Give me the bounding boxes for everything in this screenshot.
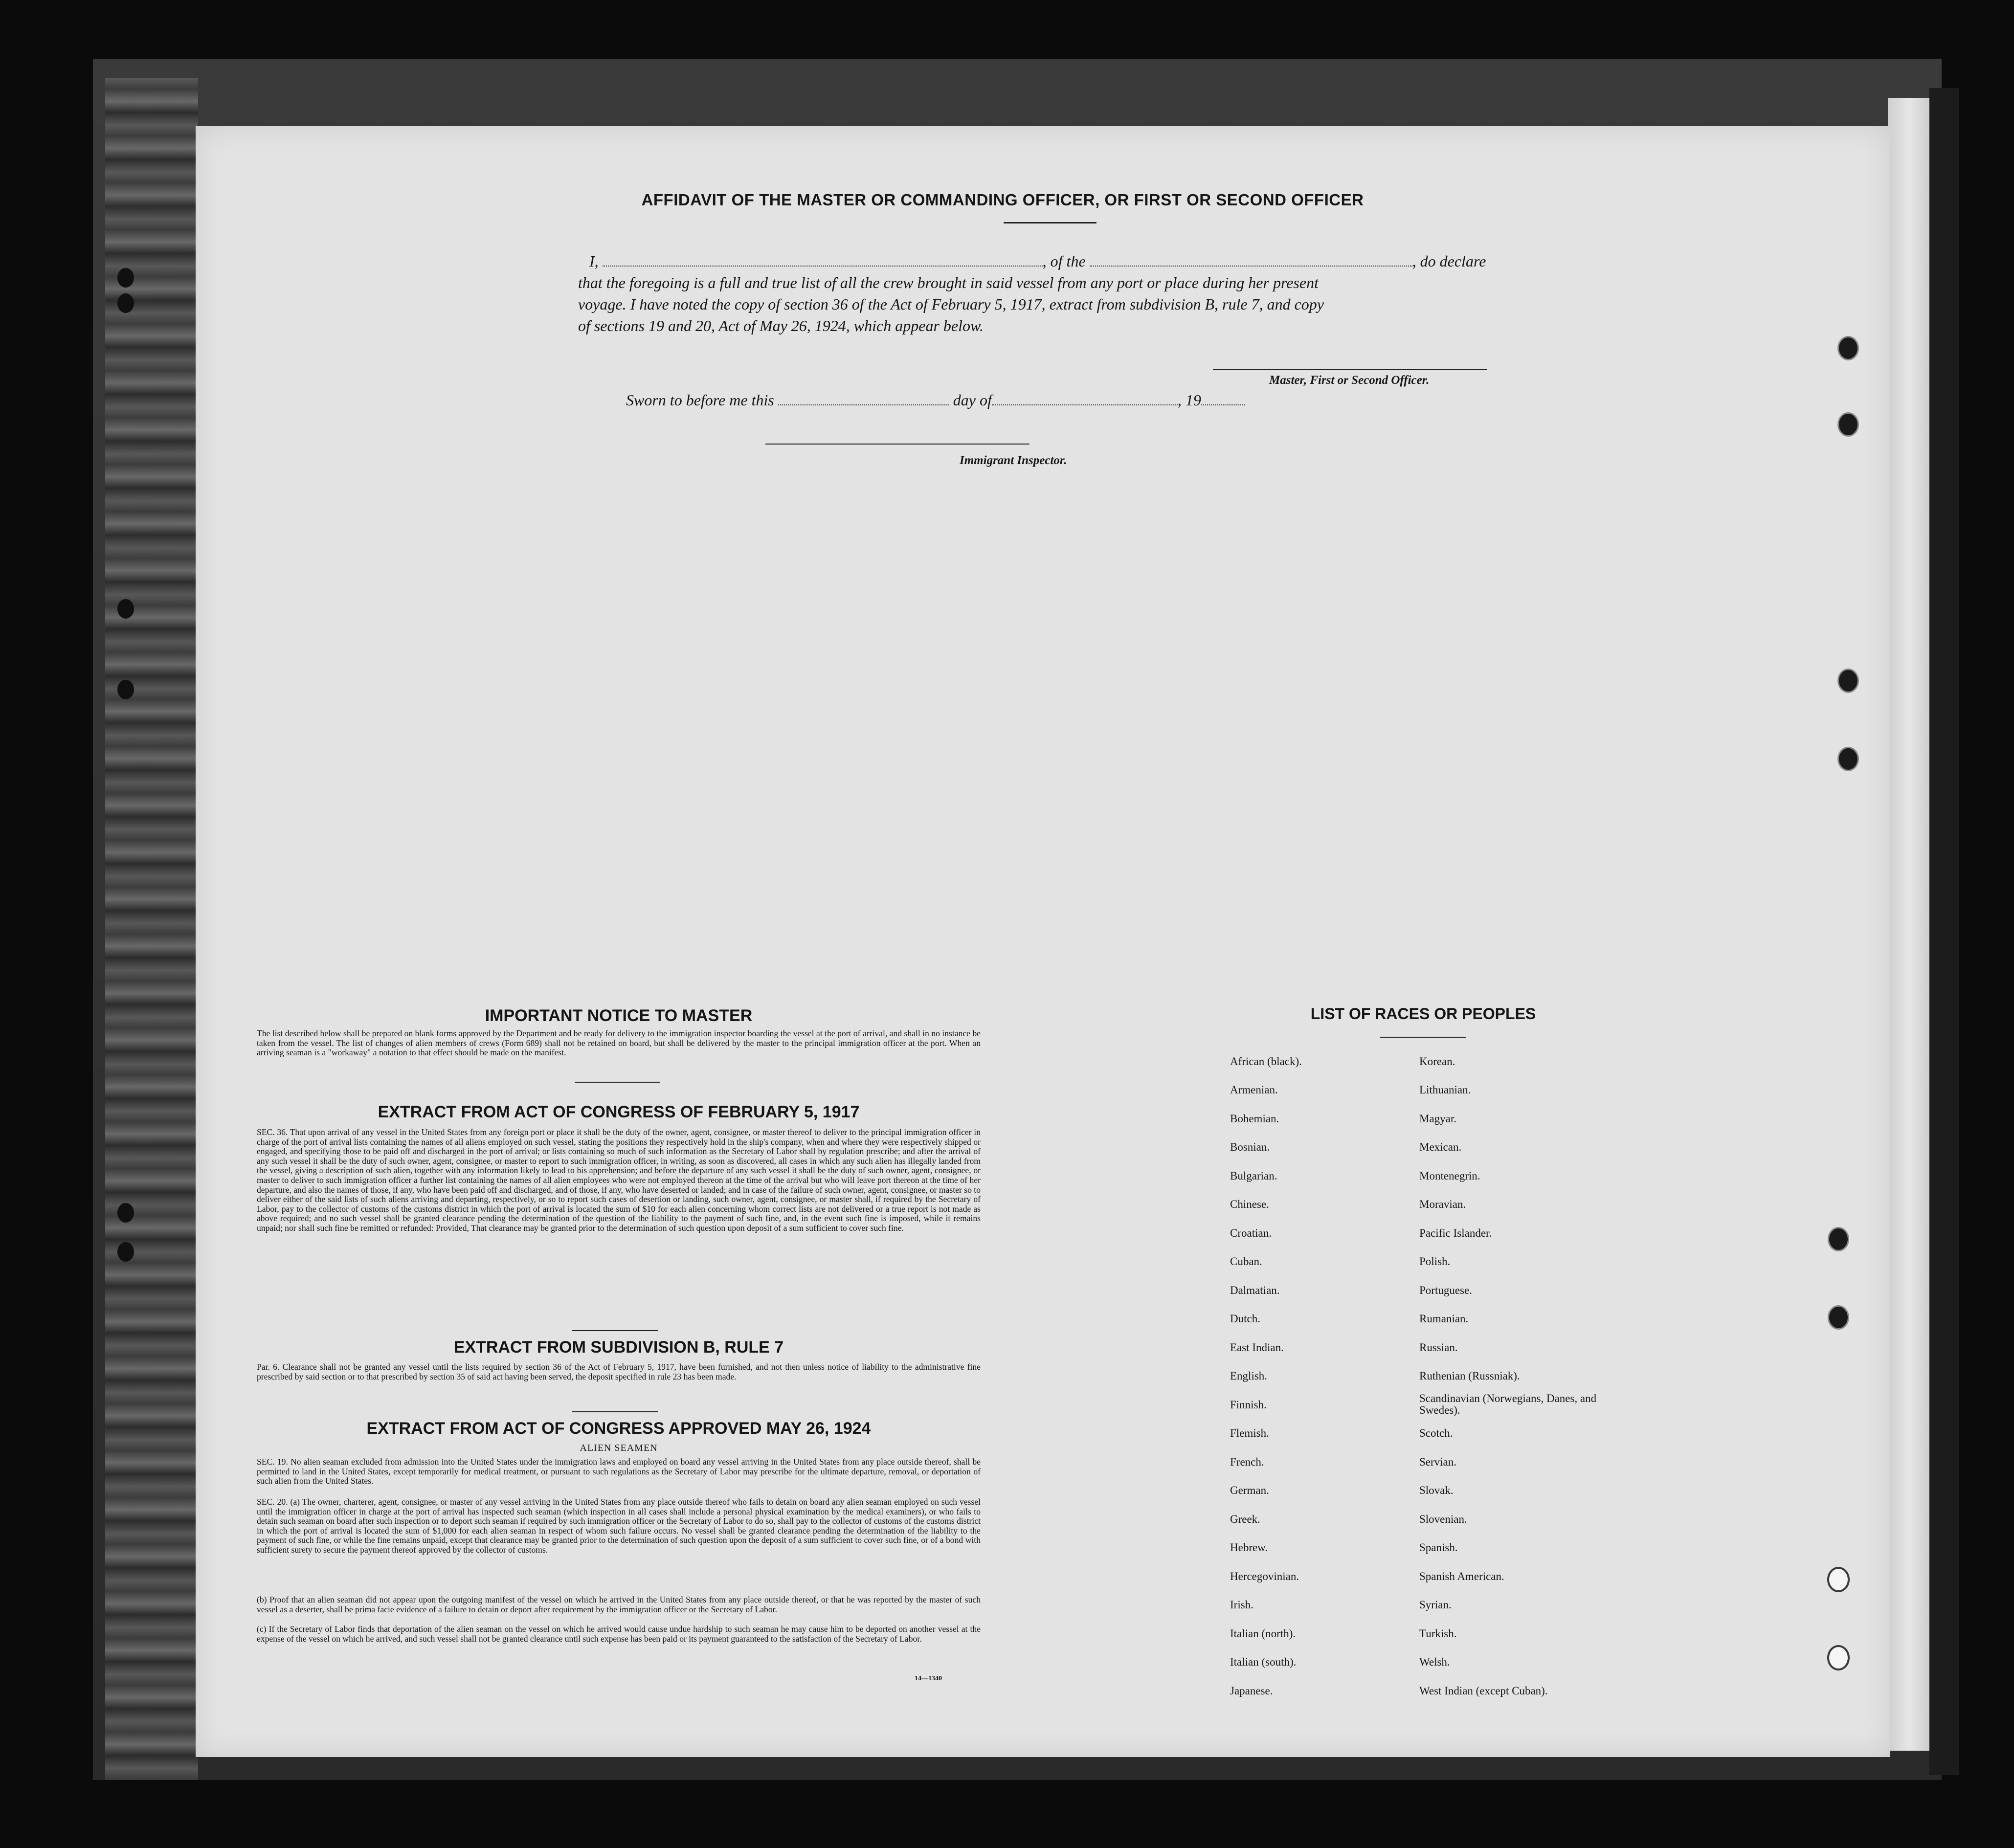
- race-item: Syrian.: [1419, 1599, 1452, 1611]
- race-item: Portuguese.: [1419, 1284, 1472, 1296]
- race-item: Rumanian.: [1419, 1313, 1469, 1325]
- race-item: Chinese.: [1230, 1198, 1269, 1210]
- race-item: Mexican.: [1419, 1141, 1462, 1153]
- race-item: Slovenian.: [1419, 1513, 1467, 1525]
- extract-1917-body: SEC. 36. That upon arrival of any vessel in the United States from any foreign port or place it shall be the duty of the owner, agent, consignee, or master thereof to deliver to the principal immigration officer in charge of the port of arrival lists containing the names of all aliens employed on such vessel, stating the positions they respectively hold in the ship's company, when and where they were respectively shipped or engaged, and specifying those to be paid off and discharged in the port of arrival; or lists containing so much of such information as the Secretary of Labor shall by regulation prescribe; and after the arrival of any such vessel it shall be the duty of such owner, agent, consignee, or master to report to such immigration officer, in writing, as soon as discovered, all cases in which any such alien has illegally landed from the vessel, giving a description of such alien, together with any information likely to lead to his apprehension; and before the departure of any such vessel it shall be the duty of such owner, agent, consignee, or master to deliver to such immigration officer a further list containing the names of all alien employees who were not employed thereon at the time of the arrival but who will leave port thereon at the time of her departure, and also the names of those, if any, who have been paid off and discharged, and of those, if any, who have deserted or landed; and in case of the failure of such owner, agent, consignee, or master so to deliver either of the said lists of such aliens arriving and departing, respectively, or so to report such cases of desertion or landing, such owner, agent, consignee, or master shall, if required by the Secretary of Labor, pay to the collector of customs of the customs district in which the port of arrival is located the sum of $10 for each alien concerning whom correct lists are not delivered or a true report is not made as above required; and no such vessel shall be granted clearance pending the determination of the question of the liability to the payment of such fine, and, in the event such fine is imposed, while it remains unpaid; nor shall such fine be remitted or refunded: Provided, That clearance may be granted prior to the determination of such question upon deposit of a sum sufficient to cover such fine.: [257, 1127, 981, 1233]
- race-item: Scandinavian (Norwegians, Danes, and Swedes).: [1419, 1392, 1597, 1416]
- races-title: LIST OF RACES OR PEOPLES: [1310, 1005, 1536, 1023]
- sworn-day-blank: [778, 392, 949, 405]
- extract-rule7-rule: [572, 1411, 658, 1412]
- race-item: Italian (south).: [1230, 1656, 1297, 1668]
- punch-hole: [1839, 670, 1857, 691]
- race-item: English.: [1230, 1370, 1268, 1382]
- race-item: Dutch.: [1230, 1313, 1260, 1325]
- race-item: Greek.: [1230, 1513, 1260, 1525]
- race-item: Scotch.: [1419, 1427, 1453, 1439]
- alien-seamen-subtitle: ALIEN SEAMEN: [580, 1443, 658, 1453]
- punch-hole: [1829, 1228, 1848, 1250]
- punch-hole: [1839, 414, 1857, 435]
- race-item: Italian (north).: [1230, 1627, 1296, 1640]
- section-20a-body: SEC. 20. (a) The owner, charterer, agent, consignee, or master of any vessel arriving in the United States from any place outside thereof who fails to detain on board any alien seaman employed on such vessel until the immigration officer in charge at the port of arrival has inspected such seaman (which inspection in all cases shall include a personal physical examination by the medical examiners), or who fails to detain such seaman on board after such inspection or to deport such seaman if required by such immigration officer or the Secretary of Labor to do so, shall pay to the collector of customs of the customs district in which the port of arrival is located the sum of $1,000 for each alien seaman in respect of whom such failure occurs. No vessel shall be granted clearance pending the determination of the liability to the payment of such fine, or while the fine remains unpaid, except that clearance may be granted prior to the determination of such question upon the deposit of a sum sufficient to cover such fine, or of a bond with sufficient surety to secure the payment thereof approved by the collector of customs.: [257, 1497, 981, 1555]
- race-item: Flemish.: [1230, 1427, 1269, 1439]
- race-item: Japanese.: [1230, 1685, 1273, 1697]
- race-item: Bulgarian.: [1230, 1170, 1277, 1182]
- race-item: Russian.: [1419, 1341, 1458, 1354]
- extract-1917-rule: [572, 1330, 658, 1331]
- sworn-prefix: Sworn to before me this: [626, 391, 774, 409]
- sworn-day-label: day of: [953, 391, 992, 409]
- race-item: Croatian.: [1230, 1227, 1272, 1239]
- vessel-name-blank: [1090, 253, 1412, 267]
- race-item: Spanish.: [1419, 1541, 1458, 1554]
- binder-hole: [117, 1242, 134, 1262]
- punch-hole: [1829, 1307, 1848, 1328]
- race-item: Korean.: [1419, 1055, 1455, 1068]
- affidavit-line-4: of sections 19 and 20, Act of May 26, 1924, which appear below.: [578, 317, 984, 334]
- race-item: French.: [1230, 1456, 1264, 1468]
- race-item: Magyar.: [1419, 1113, 1457, 1125]
- binder-hole: [117, 680, 134, 699]
- binder-hole: [117, 268, 134, 288]
- right-edge-shadow: [1929, 88, 1959, 1775]
- affidavit-title: AFFIDAVIT OF THE MASTER OR COMMANDING OFFICER, OR FIRST OR SECOND OFFICER: [641, 191, 1364, 209]
- race-item: West Indian (except Cuban).: [1419, 1685, 1548, 1697]
- punch-hole: [1829, 1647, 1848, 1669]
- race-item: Cuban.: [1230, 1255, 1262, 1268]
- race-item: German.: [1230, 1484, 1269, 1496]
- race-item: Turkish.: [1419, 1627, 1457, 1640]
- race-item: Hercegovinian.: [1230, 1570, 1299, 1582]
- section-20b-body: (b) Proof that an alien seaman did not appear upon the outgoing manifest of the vessel on which he arrived in the United States from any place outside thereof, or that he was reported by the master of such vessel as a deserter, shall be prima facie evidence of a failure to detain or deport after requirement by the immigration officer or the Secretary of Labor.: [257, 1595, 981, 1614]
- punch-hole: [1829, 1569, 1848, 1590]
- master-signature-line: [1213, 369, 1487, 370]
- race-item: Bohemian.: [1230, 1113, 1279, 1125]
- form-number: 14—1340: [915, 1675, 942, 1682]
- do-declare-label: , do declare: [1412, 252, 1486, 270]
- punch-hole: [1839, 337, 1857, 359]
- race-item: Lithuanian.: [1419, 1084, 1471, 1096]
- master-caption: Master, First or Second Officer.: [1269, 374, 1430, 387]
- officer-name-blank: [603, 253, 1043, 267]
- inspector-caption: Immigrant Inspector.: [960, 454, 1067, 467]
- notice-body: The list described below shall be prepared on blank forms approved by the Department and be ready for delivery to the immigration inspector boarding the vessel at the port of arrival, and shall in no instance be taken from the vessel. The list of changes of alien members of crews (Form 689) shall not be retained on board, but shall be delivered by the master to the principal immigration officer at the port. When an arriving seaman is a "workaway" a notation to that effect should be made on the manifest.: [257, 1028, 981, 1058]
- race-item: Slovak.: [1419, 1484, 1454, 1496]
- race-item: Moravian.: [1419, 1198, 1466, 1210]
- inspector-signature-line: [765, 444, 1029, 445]
- race-item: Dalmatian.: [1230, 1284, 1280, 1296]
- extract-rule7-body: Par. 6. Clearance shall not be granted any vessel until the lists required by section 36 of the Act of February 5, 1917, have been furnished, and not then unless notice of liability to the administrative fine prescribed by said section or to that prescribed by section 35 of said act having been served, the deposit specified in rule 23 has been made.: [257, 1362, 981, 1381]
- binder-hole: [117, 293, 134, 313]
- notice-title: IMPORTANT NOTICE TO MASTER: [485, 1006, 753, 1025]
- binding-stub: [105, 78, 198, 1780]
- race-item: Ruthenian (Russniak).: [1419, 1370, 1520, 1382]
- race-item: Welsh.: [1419, 1656, 1450, 1668]
- race-item: African (black).: [1230, 1055, 1302, 1068]
- race-item: Servian.: [1419, 1456, 1457, 1468]
- notice-rule: [575, 1082, 660, 1083]
- races-rule: [1380, 1037, 1466, 1038]
- race-item: Finnish.: [1230, 1399, 1267, 1411]
- declarant-prefix: I,: [589, 252, 599, 270]
- race-item: Pacific Islander.: [1419, 1227, 1492, 1239]
- race-item: Spanish American.: [1419, 1570, 1504, 1582]
- title-rule: [1004, 222, 1097, 223]
- sworn-year-blank: [1201, 392, 1245, 405]
- race-item: Hebrew.: [1230, 1541, 1268, 1554]
- sworn-line: [626, 391, 1245, 409]
- race-item: Polish.: [1419, 1255, 1451, 1268]
- race-item: Irish.: [1230, 1599, 1253, 1611]
- race-item: Armenian.: [1230, 1084, 1278, 1096]
- section-20c-body: (c) If the Secretary of Labor finds that deportation of the alien seaman on the vessel on which he arrived would cause undue hardship to such seaman he may cause him to be deported on another vessel at the expense of the vessel on which he arrived, and such vessel shall not be granted clearance until such expense has been paid or its payment guaranteed to the satisfaction of the Secretary of Labor.: [257, 1624, 981, 1644]
- extract-1917-title: EXTRACT FROM ACT OF CONGRESS OF FEBRUARY 5, 1917: [378, 1103, 860, 1121]
- affidavit-line-3: voyage. I have noted the copy of section 36 of the Act of February 5, 1917, extract from subdivision B, rule 7, and copy: [578, 295, 1324, 313]
- of-the-label: , of the: [1042, 252, 1086, 270]
- affidavit-line-2: that the foregoing is a full and true list of all the crew brought in said vessel from any port or place during her present: [578, 274, 1319, 291]
- sworn-year-label: , 19: [1177, 391, 1201, 409]
- affidavit-declaration-line: [589, 252, 1486, 270]
- extract-rule7-title: EXTRACT FROM SUBDIVISION B, RULE 7: [453, 1338, 784, 1357]
- race-item: Montenegrin.: [1419, 1170, 1480, 1182]
- binder-hole: [117, 1203, 134, 1223]
- section-19-body: SEC. 19. No alien seaman excluded from admission into the United States under the immigration laws and employed on board any vessel arriving in the United States from any place outside thereof, shall be permitted to land in the United States, except temporarily for medical treatment, or pursuant to such regulations as the Secretary of Labor may prescribe for the ultimate departure, removal, or deportation of such alien from the United States.: [257, 1457, 981, 1486]
- sworn-month-blank: [992, 392, 1178, 405]
- punch-hole: [1839, 748, 1857, 770]
- race-item: East Indian.: [1230, 1341, 1284, 1354]
- binder-hole: [117, 599, 134, 619]
- race-item: Bosnian.: [1230, 1141, 1270, 1153]
- extract-1924-title: EXTRACT FROM ACT OF CONGRESS APPROVED MAY 26, 1924: [366, 1419, 871, 1438]
